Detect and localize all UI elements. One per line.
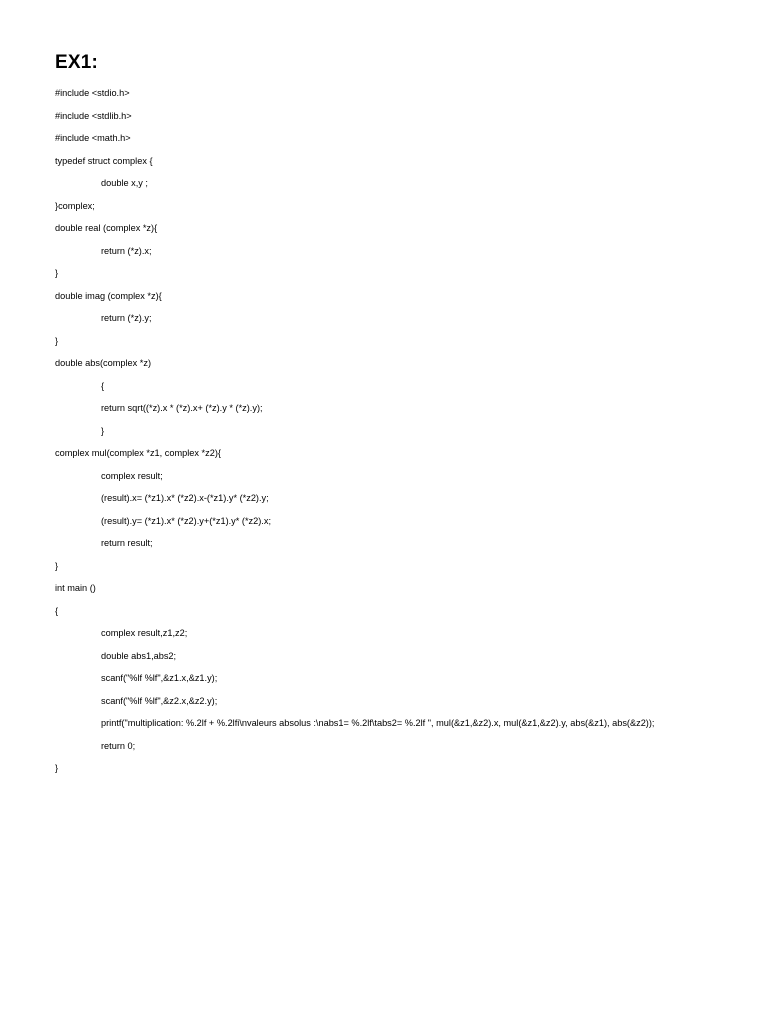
code-line: }complex; <box>55 200 95 211</box>
code-line: return (*z).y; <box>101 313 152 323</box>
code-line: (result).x= (*z1).x* (*z2).x-(*z1).y* (*z2).y; <box>101 493 269 503</box>
code-line: scanf("%lf %lf",&z2.x,&z2.y); <box>101 695 218 706</box>
code-line: printf("multiplication: %.2lf + %.2lfi\nvaleurs absolus :\nabs1= %.2lf\tabs2= %.2lf ", mul(&z1,&z2).x, mul(&z1,&z2).y, abs(&z1), abs(&z2)); <box>101 718 655 728</box>
code-line: complex mul(complex *z1, complex *z2){ <box>55 448 221 458</box>
code-line: double imag (complex *z){ <box>55 290 162 301</box>
code-line: (result).y= (*z1).x* (*z2).y+(*z1).y* (*z2).x; <box>101 515 272 526</box>
exercise-heading: EX1: <box>55 52 99 73</box>
code-line: scanf("%lf %lf",&z1.x,&z1.y); <box>101 673 218 683</box>
code-line: { <box>55 605 59 616</box>
code-line: #include <math.h> <box>55 133 131 143</box>
code-line: complex result,z1,z2; <box>101 628 188 638</box>
code-line: { <box>101 380 105 391</box>
code-line: double real (complex *z){ <box>55 223 158 233</box>
code-line: double x,y ; <box>101 178 148 188</box>
code-line: typedef struct complex { <box>55 155 153 166</box>
code-line: complex result; <box>101 470 163 481</box>
code-line: } <box>55 335 59 346</box>
code-line: return sqrt((*z).x * (*z).x+ (*z).y * (*z).y); <box>101 403 263 413</box>
code-line: int main () <box>55 583 96 593</box>
code-line: } <box>101 425 105 436</box>
code-line: double abs(complex *z) <box>55 358 152 368</box>
code-line: #include <stdlib.h> <box>55 110 132 121</box>
code-line: #include <stdio.h> <box>55 88 130 98</box>
code-line: return 0; <box>101 740 136 751</box>
code-line: } <box>55 560 59 571</box>
code-line: return result; <box>101 538 153 548</box>
code-line: return (*z).x; <box>101 245 152 256</box>
code-listing <box>55 85 755 783</box>
code-line: } <box>55 763 59 773</box>
code-line: } <box>55 268 59 278</box>
code-line: double abs1,abs2; <box>101 650 177 661</box>
